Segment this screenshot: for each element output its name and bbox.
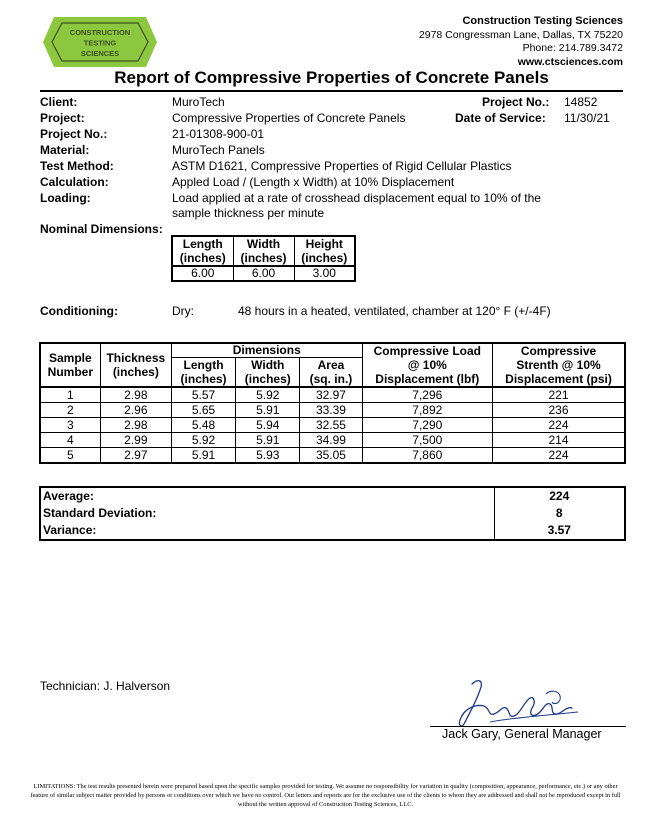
variance-label: Variance: xyxy=(43,523,97,537)
average-label: Average: xyxy=(43,489,94,503)
sample-number-header: Sample Number xyxy=(40,343,100,387)
cell-sample: 5 xyxy=(40,448,100,464)
cell-strength: 224 xyxy=(493,448,625,464)
cell-load: 7,892 xyxy=(362,403,492,418)
nominal-width-value: 6.00 xyxy=(233,266,294,281)
logo-text-2: TESTING xyxy=(83,38,117,48)
cell-length: 5.92 xyxy=(171,433,235,448)
length-header: Length (inches) xyxy=(171,358,235,388)
client-value: MuroTech xyxy=(172,95,225,109)
cell-load: 7,500 xyxy=(362,433,492,448)
nominal-height-header: Height (inches) xyxy=(294,236,355,266)
nominal-width-header: Width (inches) xyxy=(233,236,294,266)
project-label: Project: xyxy=(40,111,85,125)
cell-width: 5.91 xyxy=(236,433,300,448)
cell-area: 32.55 xyxy=(300,418,362,433)
company-website[interactable]: www.ctsciences.com xyxy=(517,55,623,68)
results-table xyxy=(39,342,626,464)
cell-thickness: 2.97 xyxy=(100,448,171,464)
project-no-value: 21-01308-900-01 xyxy=(172,127,265,141)
nominal-height-value: 3.00 xyxy=(294,266,355,281)
conditioning-label: Conditioning: xyxy=(40,304,118,318)
date-of-service-value: 11/30/21 xyxy=(564,111,610,125)
average-value: 224 xyxy=(494,487,625,505)
right-project-no-value: 14852 xyxy=(564,95,598,109)
compressive-strength-header: Compressive Strenth @ 10% Displacement (psi) xyxy=(493,343,625,387)
right-project-no-label: Project No.: xyxy=(482,95,550,109)
cell-strength: 214 xyxy=(493,433,625,448)
cell-thickness: 2.96 xyxy=(100,403,171,418)
project-value: Compressive Properties of Concrete Panels xyxy=(172,111,406,125)
logo-text-1: CONSTRUCTION xyxy=(69,28,131,37)
dimensions-header: Dimensions xyxy=(171,343,362,358)
area-header: Area (sq. in.) xyxy=(300,358,362,388)
nominal-dimensions-label: Nominal Dimensions: xyxy=(40,222,163,236)
conditioning-text: 48 hours in a heated, ventilated, chamber at 120° F (+/-4F) xyxy=(238,304,551,318)
variance-value: 3.57 xyxy=(494,522,625,540)
cell-sample: 1 xyxy=(40,387,100,403)
company-address: 2978 Congressman Lane, Dallas, TX 75220 xyxy=(418,28,623,41)
table-row xyxy=(40,418,625,433)
signature-name: Jack Gary, General Manager xyxy=(442,727,602,741)
logo-text-3: SCIENCES xyxy=(80,49,120,58)
cell-area: 35.05 xyxy=(300,448,362,464)
conditioning-type: Dry: xyxy=(172,304,194,318)
std-dev-value: 8 xyxy=(494,505,625,522)
cell-width: 5.93 xyxy=(236,448,300,464)
compressive-load-header: Compressive Load @ 10% Displacement (lbf) xyxy=(362,343,492,387)
signature xyxy=(450,676,585,732)
cell-width: 5.91 xyxy=(236,403,300,418)
cell-area: 32.97 xyxy=(300,387,362,403)
company-info xyxy=(419,15,623,69)
cell-length: 5.65 xyxy=(171,403,235,418)
cell-length: 5.91 xyxy=(171,448,235,464)
table-row xyxy=(40,433,625,448)
cell-area: 34.99 xyxy=(300,433,362,448)
cell-sample: 3 xyxy=(40,418,100,433)
company-phone: Phone: 214.789.3472 xyxy=(522,42,623,54)
calculation-value: Appled Load / (Length x Width) at 10% Displacement xyxy=(172,175,455,189)
calculation-label: Calculation: xyxy=(40,175,109,189)
cell-strength: 236 xyxy=(493,403,625,418)
cell-length: 5.57 xyxy=(171,387,235,403)
nominal-length-value: 6.00 xyxy=(172,266,233,281)
cell-sample: 2 xyxy=(40,403,100,418)
cell-length: 5.48 xyxy=(171,418,235,433)
technician: Technician: J. Halverson xyxy=(40,679,171,693)
thickness-header: Thickness (inches) xyxy=(100,343,171,387)
test-method-label: Test Method: xyxy=(40,159,114,173)
std-dev-label: Standard Deviation: xyxy=(43,506,157,520)
nominal-dimensions-table xyxy=(171,235,356,282)
cell-sample: 4 xyxy=(40,433,100,448)
cell-area: 33.39 xyxy=(300,403,362,418)
cell-width: 5.92 xyxy=(236,387,300,403)
loading-label: Loading: xyxy=(40,191,91,205)
loading-value-2: sample thickness per minute xyxy=(172,206,325,220)
test-method-value: ASTM D1621, Compressive Properties of Rigid Cellular Plastics xyxy=(172,159,512,173)
cell-strength: 224 xyxy=(493,418,625,433)
cell-load: 7,290 xyxy=(362,418,492,433)
report-title: Report of Compressive Properties of Concrete Panels xyxy=(40,68,623,92)
cell-width: 5.94 xyxy=(236,418,300,433)
table-row xyxy=(40,403,625,418)
cell-strength: 221 xyxy=(493,387,625,403)
cell-thickness: 2.99 xyxy=(100,433,171,448)
company-logo xyxy=(40,14,160,70)
cell-load: 7,860 xyxy=(362,448,492,464)
table-row xyxy=(40,448,625,464)
company-name: Construction Testing Sciences xyxy=(462,15,623,27)
cell-thickness: 2.98 xyxy=(100,418,171,433)
material-label: Material: xyxy=(40,143,90,157)
cell-thickness: 2.98 xyxy=(100,387,171,403)
cell-load: 7,296 xyxy=(362,387,492,403)
nominal-length-header: Length (inches) xyxy=(172,236,233,266)
material-value: MuroTech Panels xyxy=(172,143,265,157)
width-header: Width (inches) xyxy=(236,358,300,388)
table-row xyxy=(40,387,625,403)
date-of-service-label: Date of Service: xyxy=(455,111,546,125)
summary-table xyxy=(39,486,626,541)
client-label: Client: xyxy=(40,95,78,109)
project-no-label: Project No.: xyxy=(40,127,108,141)
limitations-text: LIMITATIONS: The test results presented herein were prepared based upon the specific samples provided for testing. We assume no responsibility for variation in quality (composition, appearance, performance, etc.) or any other feature of similar subject matter provided by persons or conditions over which we have no control. Our letters and reports are for the exclusive use of the clients to whom they are addressed and shall not be reproduced except in full without the written approval of Construction Testing Sciences, LLC. xyxy=(30,783,621,808)
loading-value-1: Load applied at a rate of crosshead displacement equal to 10% of the xyxy=(172,191,541,205)
